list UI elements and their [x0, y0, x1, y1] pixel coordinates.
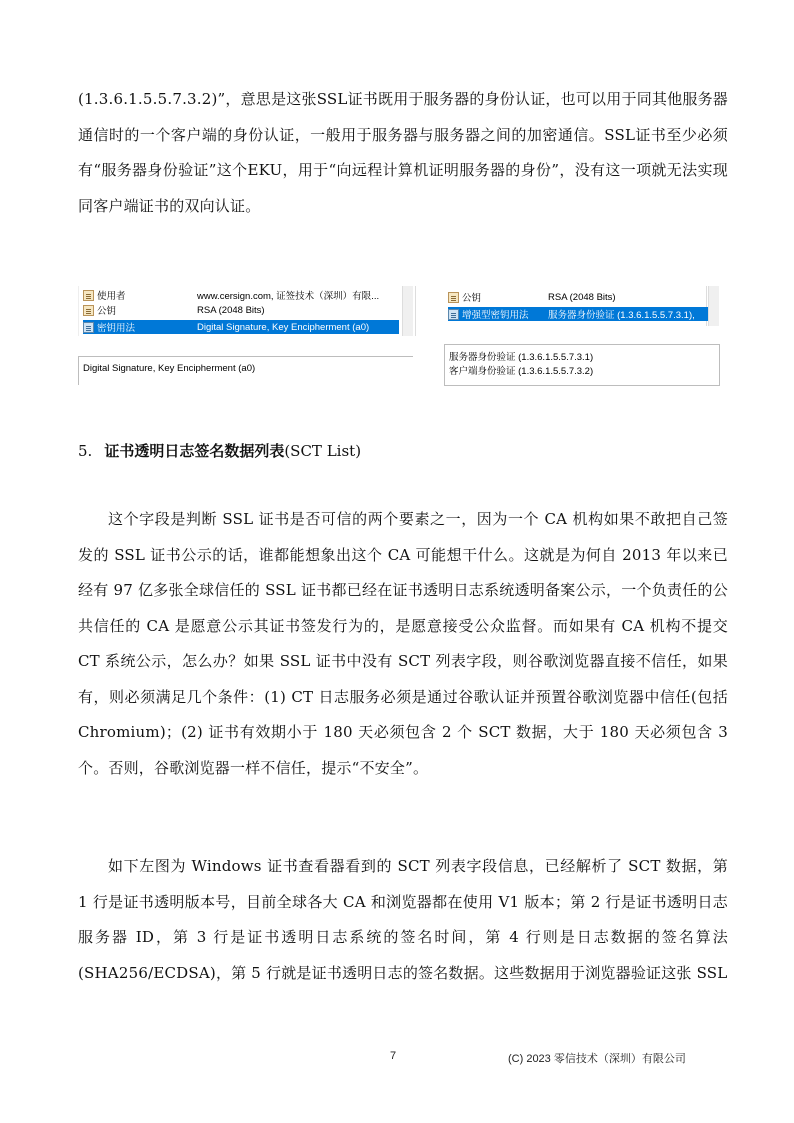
section-title-suffix: (SCT List) [284, 442, 362, 460]
field-detail-box [78, 356, 413, 385]
detail-line: 客户端身份验证 (1.3.6.1.5.5.7.3.2) [449, 366, 594, 377]
list-item-selected[interactable] [83, 320, 399, 334]
page-number: 7 [390, 1050, 397, 1062]
field-value: RSA (2048 Bits) [197, 304, 265, 316]
list-item-selected[interactable] [448, 307, 710, 321]
field-name: 公钥 [97, 306, 117, 317]
section-title: 证书透明日志签名数据列表 [104, 442, 285, 460]
detail-line: 服务器身份验证 (1.3.6.1.5.5.7.3.1) [449, 352, 594, 363]
paragraph-eku-explanation: (1.3.6.1.5.5.7.3.2)”，意思是这张SSL证书既用于服务器的身份认证，也可以用于同其他服务器通信时的一个客户端的身份认证，一般用于服务器与服务器之间的加密通信。SSL证书至少必须有“服务器身份验证”这个EKU，用于“向远程计算机证明服务器的身份”，没有这一项就无法实现同客户端证书的双向认证。 [78, 90, 728, 215]
list-scrollbar[interactable] [708, 286, 719, 326]
section-heading [78, 440, 361, 461]
extension-icon [83, 322, 94, 333]
field-name: 增强型密钥用法 [462, 310, 529, 321]
certificate-field-icon [83, 305, 94, 316]
field-name: 密钥用法 [97, 323, 136, 334]
certificate-field-icon [448, 292, 459, 303]
footer-copyright: (C) 2023 零信技术（深圳）有限公司 [508, 1053, 686, 1065]
certificate-field-list [444, 286, 707, 326]
field-value: 服务器身份验证 (1.3.6.1.5.5.7.3.1), [548, 310, 695, 321]
field-value: Digital Signature, Key Encipherment (a0) [197, 321, 370, 333]
list-scrollbar[interactable] [402, 286, 413, 336]
key-usage-screenshot [78, 286, 414, 384]
field-name: 公钥 [462, 293, 482, 304]
field-value: RSA (2048 Bits) [548, 291, 616, 303]
certificate-field-icon [83, 290, 94, 301]
detail-line: Digital Signature, Key Encipherment (a0) [83, 363, 256, 374]
section-number: 5. [78, 442, 93, 460]
paragraph-sct-importance: 这个字段是判断 SSL 证书是否可信的两个要素之一，因为一个 CA 机构如果不敢把自己签发的 SSL 证书公示的话，谁都能想象出这个 CA 可能想干什么。这就是为何自 2013 年以来已经有 97 亿多张全球信任的 SSL 证书都已经在证书透明日志系统透明备案公示，一个负责任的公共信任的 CA 是愿意公示其证书签发行为的，是愿意接受公众监督。而如果有 CA 机构不提交 CT 系统公示，怎么办？如果 SSL 证书中没有 SCT 列表字段，则谷歌浏览器直接不信任，如果有，则必须满足几个条件：(1) CT 日志服务必须是通过谷歌认证并预置谷歌浏览器中信任(包括 Chromium)；(2) 证书有效期小于 180 天必须包含 2 个 SCT 数据，大于 180 天必须包含 3 个。否则，谷歌浏览器一样不信任，提示“不安全”。 [78, 510, 728, 777]
field-value: www.cersign.com, 证签技术（深圳）有限... [197, 291, 380, 302]
list-item[interactable] [448, 290, 710, 304]
field-detail-box [444, 344, 720, 386]
extension-icon [448, 309, 459, 320]
enhanced-key-usage-screenshot [444, 286, 720, 384]
list-item[interactable] [83, 288, 399, 302]
list-item[interactable] [83, 303, 399, 317]
paragraph-sct-fields: 如下左图为 Windows 证书查看器看到的 SCT 列表字段信息，已经解析了 SCT 数据，第 1 行是证书透明版本号，目前全球各大 CA 和浏览器都在使用 V1 版本；第 2 行是证书透明日志服务器 ID，第 3 行是证书透明日志系统的签名时间，第 4 行则是日志数据的签名算法(SHA256/ECDSA)，第 5 行就是证书透明日志的签名数据。这些数据用于浏览器验证这张 SSL [78, 857, 728, 982]
certificate-field-list [78, 286, 416, 336]
field-name: 使用者 [97, 291, 126, 302]
